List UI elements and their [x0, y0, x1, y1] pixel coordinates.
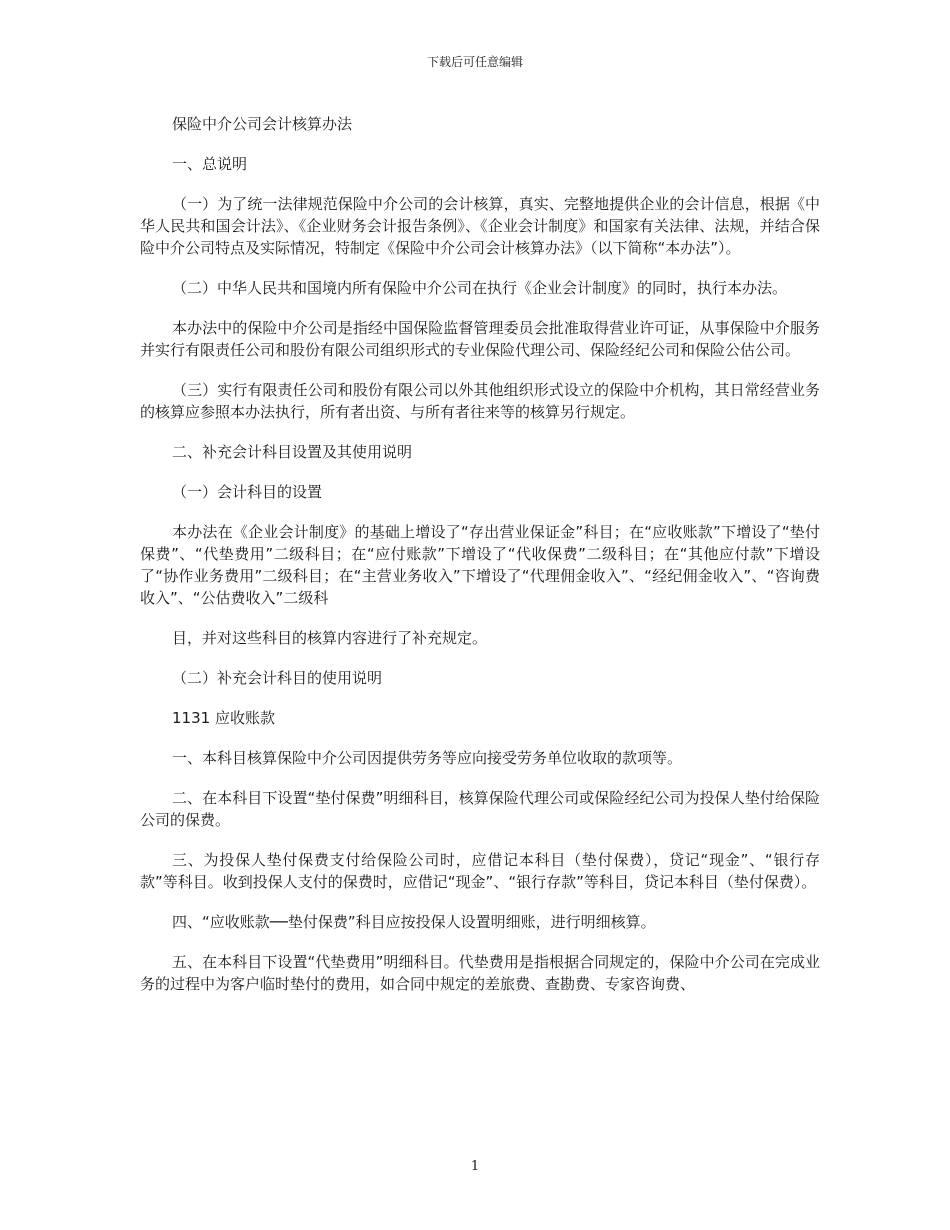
account-heading: 1131 应收账款: [172, 709, 275, 727]
section-heading: 二、补充会计科目设置及其使用说明: [172, 443, 413, 461]
body-paragraph: 五、在本科目下设置“代垫费用”明细科目。代垫费用是指根据合同规定的，保险中介公司在完成业务的过程中为客户临时垫付的费用，如合同中规定的差旅费、查勘费、专家咨询费、: [140, 953, 820, 993]
body-paragraph: （一）为了统一法律规范保险中介公司的会计核算，真实、完整地提供企业的会计信息，根据《中华人民共和国会计法》、《企业财务会计报告条例》、《企业会计制度》和国家有关法律、法规，并结合保险中介公司特点及实际情况，特制定《保险中介公司会计核算办法》（以下简称“本办法”）。: [140, 195, 820, 257]
body-paragraph: （三）实行有限责任公司和股份有限公司以外其他组织形式设立的保险中介机构，其日常经营业务的核算应参照本办法执行，所有者出资、与所有者往来等的核算另行规定。: [140, 381, 820, 421]
page-number: 1: [470, 1159, 480, 1174]
body-paragraph: 一、本科目核算保险中介公司因提供劳务等应向接受劳务单位收取的款项等。: [172, 749, 683, 767]
subsection-heading: （二）补充会计科目的使用说明: [172, 669, 383, 687]
body-paragraph: 本办法在《企业会计制度》的基础上增设了“存出营业保证金”科目；在“应收账款”下增设了“垫付保费”、“代垫费用”二级科目；在“应付账款”下增设了“代收保费”二级科目；在“其他应付款”下增设了“协作业务费用”二级科目；在“主营业务收入”下增设了“代理佣金收入”、“经纪佣金收入”、“咨询费收入”、“公估费收入”二级科: [140, 523, 820, 607]
body-paragraph: 四、“应收账款──垫付保费”科目应按投保人设置明细账，进行明细核算。: [172, 913, 656, 931]
body-paragraph: 目，并对这些科目的核算内容进行了补充规定。: [172, 629, 488, 647]
document-body: [140, 113, 820, 1013]
subsection-heading: （一）会计科目的设置: [172, 483, 323, 501]
body-paragraph: 三、为投保人垫付保费支付给保险公司时，应借记本科目（垫付保费），贷记“现金”、“银行存款”等科目。收到投保人支付的保费时，应借记“现金”、“银行存款”等科目，贷记本科目（垫付保费）。: [140, 851, 820, 891]
body-paragraph: 二、在本科目下设置“垫付保费”明细科目，核算保险代理公司或保险经纪公司为投保人垫付给保险公司的保费。: [140, 789, 820, 829]
body-paragraph: （二）中华人民共和国境内所有保险中介公司在执行《企业会计制度》的同时，执行本办法。: [172, 279, 788, 297]
section-heading: 一、总说明: [172, 155, 248, 173]
page-header: 下载后可任意编辑: [426, 55, 523, 69]
body-paragraph: 本办法中的保险中介公司是指经中国保险监督管理委员会批准取得营业许可证，从事保险中介服务并实行有限责任公司和股份有限公司组织形式的专业保险代理公司、保险经纪公司和保险公估公司。: [140, 319, 820, 359]
document-title: 保险中介公司会计核算办法: [172, 115, 353, 133]
